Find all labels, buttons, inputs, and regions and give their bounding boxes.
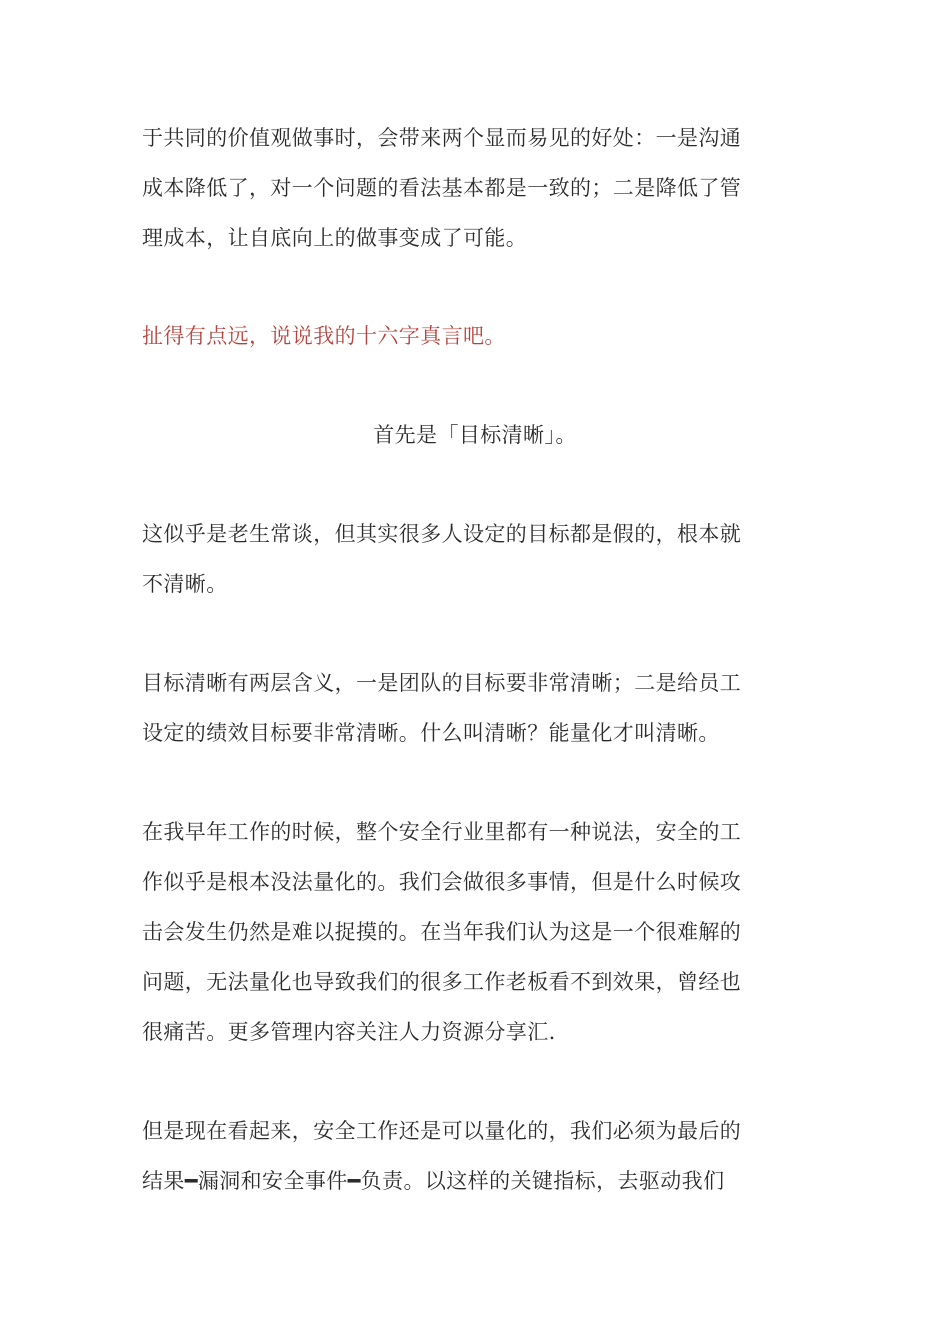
paragraph-6-line-2: 作似乎是根本没法量化的。我们会做很多事情，但是什么时候攻 <box>142 870 742 894</box>
paragraph-7-line-2: 结果━漏洞和安全事件━负责。以这样的关键指标，去驱动我们 <box>142 1169 725 1193</box>
highlight-sentence: 扯得有点远，说说我的十六字真言吧。 <box>142 324 506 348</box>
paragraph-1-line-1: 于共同的价值观做事时，会带来两个显而易见的好处：一是沟通 <box>142 126 742 150</box>
section-heading: 首先是「目标清晰」。 <box>373 423 577 447</box>
paragraph-4-line-1: 这似乎是老生常谈，但其实很多人设定的目标都是假的，根本就 <box>142 522 742 546</box>
paragraph-5-line-2: 设定的绩效目标要非常清晰。什么叫清晰？能量化才叫清晰。 <box>142 721 720 745</box>
paragraph-6-line-5: 很痛苦。更多管理内容关注人力资源分享汇. <box>142 1020 556 1044</box>
paragraph-6-line-4: 问题，无法量化也导致我们的很多工作老板看不到效果，曾经也 <box>142 970 742 994</box>
paragraph-6-line-3: 击会发生仍然是难以捉摸的。在当年我们认为这是一个很难解的 <box>142 920 742 944</box>
paragraph-5-line-1: 目标清晰有两层含义，一是团队的目标要非常清晰；二是给员工 <box>142 671 742 695</box>
paragraph-4-line-2: 不清晰。 <box>142 572 228 596</box>
paragraph-1-line-2: 成本降低了，对一个问题的看法基本都是一致的；二是降低了管 <box>142 176 742 200</box>
paragraph-1-line-3: 理成本，让自底向上的做事变成了可能。 <box>142 226 528 250</box>
paragraph-6-line-1: 在我早年工作的时候，整个安全行业里都有一种说法，安全的工 <box>142 820 742 844</box>
paragraph-7-line-1: 但是现在看起来，安全工作还是可以量化的，我们必须为最后的 <box>142 1119 742 1143</box>
